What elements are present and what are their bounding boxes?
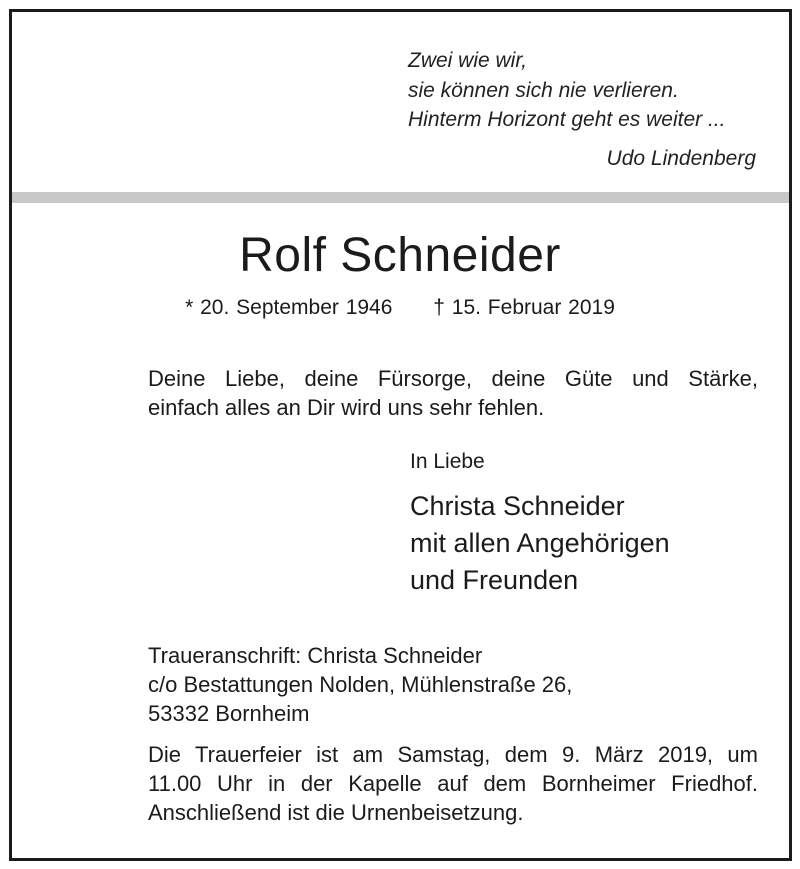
quote-line: sie können sich nie verlieren. [408, 78, 679, 102]
address-line: Traueranschrift: Christa Schneider [148, 643, 483, 668]
mourning-address [148, 641, 572, 728]
deceased-name: Rolf Schneider [239, 229, 561, 282]
funeral-line: Anschließend ist die Urnenbeisetzung. [148, 800, 524, 825]
mourner-line: mit allen Angehörigen [410, 528, 670, 558]
address-line: c/o Bestattungen Nolden, Mühlenstraße 26, [148, 672, 573, 697]
obituary-frame [9, 9, 792, 861]
quote-line: Zwei wie wir, [408, 49, 528, 72]
quote-author: Udo Lindenberg [606, 147, 756, 170]
life-dates [0, 296, 800, 320]
mourner-line: Christa Schneider [410, 491, 625, 521]
in-love-intro: In Liebe [410, 450, 485, 473]
mourners-block [410, 488, 670, 599]
quote-line: Hinterm Horizont geht es weiter ... [408, 108, 726, 131]
funeral-line: 11.00 Uhr in der Kapelle auf dem Bornheimer Friedhof. [148, 771, 758, 796]
birth-date: * 20. September 1946 [185, 296, 393, 319]
funeral-notice [148, 740, 758, 827]
death-date: † 15. Februar 2019 [433, 296, 615, 319]
tribute-line: einfach alles an Dir wird uns sehr fehlen. [148, 395, 545, 420]
mourner-line: und Freunden [410, 565, 579, 595]
divider-bar [12, 192, 789, 203]
tribute-text [148, 364, 758, 422]
tribute-line: Deine Liebe, deine Fürsorge, deine Güte und Stärke, [148, 366, 758, 391]
funeral-line: Die Trauerfeier ist am Samstag, dem 9. März 2019, um [148, 742, 758, 767]
poem-quote [408, 46, 725, 135]
address-line: 53332 Bornheim [148, 701, 310, 726]
